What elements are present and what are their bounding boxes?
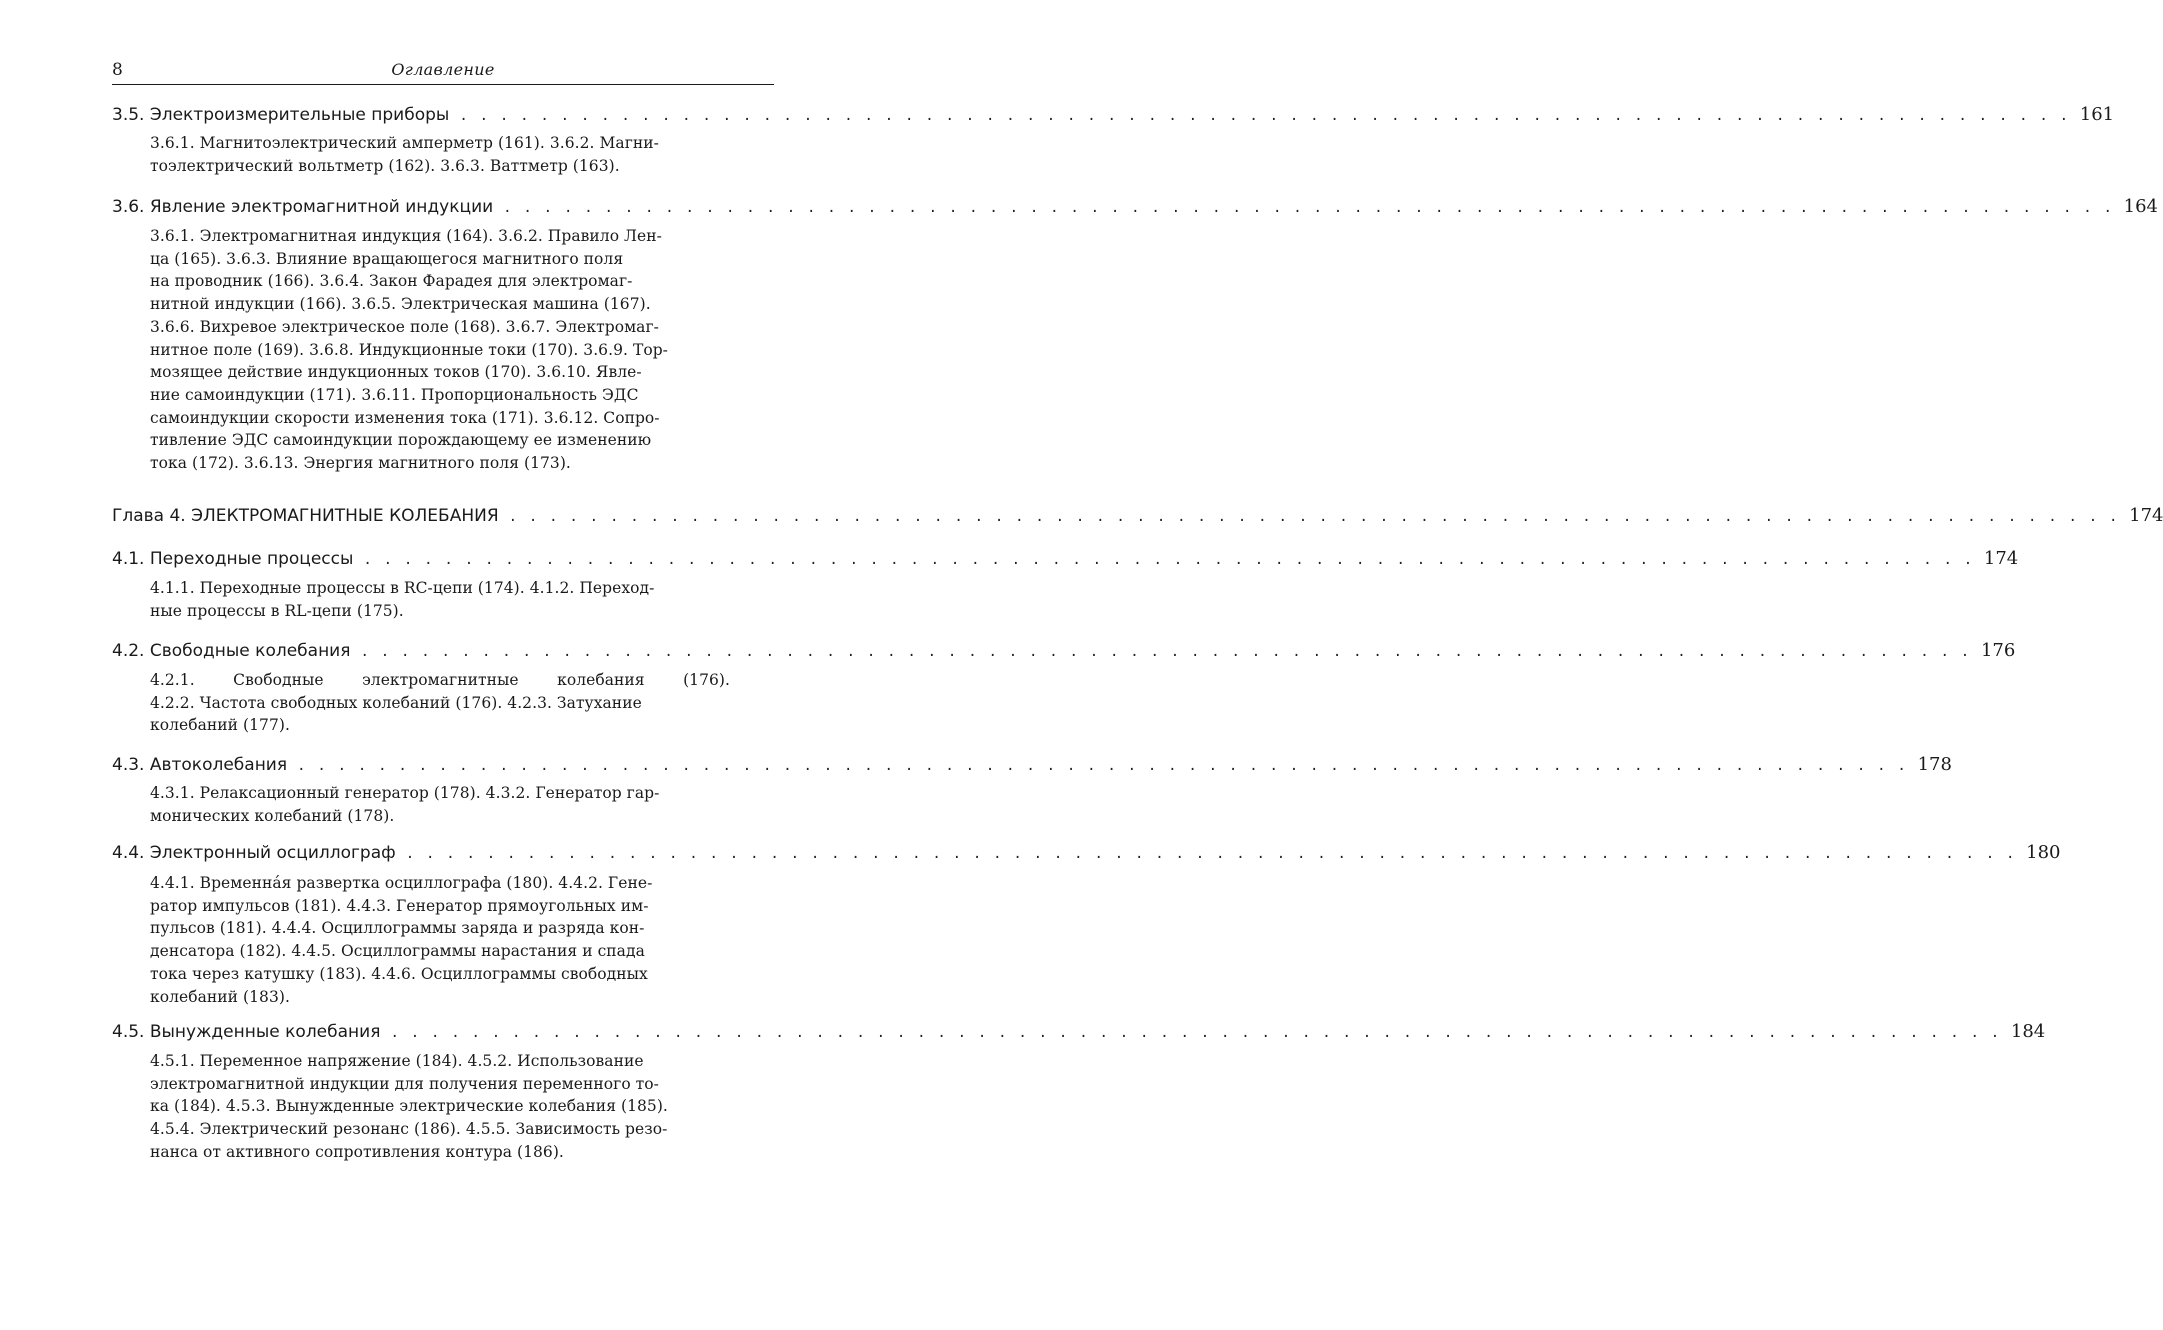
description-line: 3.6.1. Электромагнитная индукция (164). 3.6.2. Правило Лен- bbox=[150, 227, 662, 245]
toc-entry-page: 164 bbox=[2123, 196, 2158, 217]
toc-entry-title: 3.6. Явление электромагнитной индукции bbox=[112, 197, 494, 217]
description-line: ние самоиндукции (171). 3.6.11. Пропорциональность ЭДС bbox=[150, 385, 639, 404]
toc-description-4-1 bbox=[150, 577, 730, 622]
description-line: нитной индукции (166). 3.6.5. Электрическая машина (167). bbox=[150, 295, 651, 314]
description-line: колебаний (183). bbox=[150, 987, 290, 1006]
leader-dots: . . . . . . . . . . . . . . . . . . . . . . . . . . . . . . . . . . . . . . . . . . . . . . . . . . . . . . . . . . . . . . . . . . . . . . . . . . . . . . . . bbox=[405, 846, 2017, 862]
toc-entry-title: 4.5. Вынужденные колебания bbox=[112, 1022, 381, 1042]
toc-description-3-5 bbox=[150, 132, 730, 177]
toc-entry-4-5[interactable] bbox=[112, 1021, 2046, 1047]
leader-dots: . . . . . . . . . . . . . . . . . . . . . . . . . . . . . . . . . . . . . . . . . . . . . . . . . . . . . . . . . . . . . . . . . . . . . . . . . . . . . . . . bbox=[508, 509, 2120, 525]
toc-entry-page: 178 bbox=[1917, 754, 1952, 775]
description-line: колебаний (177). bbox=[150, 716, 290, 735]
description-line: 3.6.6. Вихревое электрическое поле (168). 3.6.7. Электромаг- bbox=[150, 317, 659, 336]
description-line: 4.5.4. Электрический резонанс (186). 4.5.5. Зависимость резо- bbox=[150, 1120, 668, 1139]
description-line: пульсов (181). 4.4.4. Осциллограммы заряда и разряда кон- bbox=[150, 919, 645, 938]
description-line: 4.1.1. Переходные процессы в RC-цепи (174). 4.1.2. Переход- bbox=[150, 579, 655, 597]
description-line: мозящее действие индукционных токов (170). 3.6.10. Явле- bbox=[150, 363, 642, 382]
description-line: 4.4.1. Временна́я развертка осциллографа (180). 4.4.2. Гене- bbox=[150, 874, 653, 892]
description-line: нанса от активного сопротивления контура (186). bbox=[150, 1142, 564, 1161]
description-line: ца (165). 3.6.3. Влияние вращающегося магнитного поля bbox=[150, 249, 624, 268]
description-line: 4.2.1. Свободные электромагнитные колебания (176). bbox=[150, 671, 730, 689]
description-line: самоиндукции скорости изменения тока (171). 3.6.12. Сопро- bbox=[150, 408, 660, 427]
toc-entry-page: 184 bbox=[2010, 1021, 2046, 1042]
toc-description-4-4 bbox=[150, 872, 730, 1008]
description-line: 4.5.1. Переменное напряжение (184). 4.5.2. Использование bbox=[150, 1052, 644, 1070]
page-number: 8 bbox=[112, 60, 123, 80]
toc-entry-4-2[interactable] bbox=[112, 640, 2016, 666]
toc-chapter-title: Глава 4. ЭЛЕКТРОМАГНИТНЫЕ КОЛЕБАНИЯ bbox=[112, 506, 499, 526]
toc-entry-3-6[interactable] bbox=[112, 196, 2158, 222]
toc-description-4-5 bbox=[150, 1050, 730, 1164]
toc-entry-page: 180 bbox=[2026, 842, 2061, 863]
toc-description-4-2 bbox=[150, 669, 730, 737]
leader-dots: . . . . . . . . . . . . . . . . . . . . . . . . . . . . . . . . . . . . . . . . . . . . . . . . . . . . . . . . . . . . . . . . . . . . . . . . . . . . . . . . bbox=[363, 552, 1974, 568]
description-line: тока (172). 3.6.13. Энергия магнитного поля (173). bbox=[150, 454, 571, 473]
description-line: тивление ЭДС самоиндукции порождающему ее изменению bbox=[150, 431, 652, 450]
description-line: 4.2.2. Частота свободных колебаний (176). 4.2.3. Затухание bbox=[150, 693, 642, 712]
running-title: Оглавление bbox=[391, 60, 495, 79]
running-head bbox=[112, 60, 774, 85]
description-line: тока через катушку (183). 4.4.6. Осциллограммы свободных bbox=[150, 964, 648, 983]
toc-chapter-4[interactable] bbox=[112, 505, 2163, 531]
toc-description-3-6 bbox=[150, 225, 730, 475]
toc-entry-title: 4.2. Свободные колебания bbox=[112, 641, 351, 661]
toc-entry-page: 161 bbox=[2079, 104, 2115, 125]
toc-entry-4-1[interactable] bbox=[112, 548, 2019, 574]
toc-entry-title: 4.1. Переходные процессы bbox=[112, 549, 354, 569]
description-line: монических колебаний (178). bbox=[150, 806, 395, 825]
description-line: на проводник (166). 3.6.4. Закон Фарадея для электромаг- bbox=[150, 272, 633, 291]
toc-entry-title: 4.4. Электронный осциллограф bbox=[112, 843, 396, 863]
description-line: ка (184). 4.5.3. Вынужденные электрические колебания (185). bbox=[150, 1097, 668, 1116]
toc-entry-4-3[interactable] bbox=[112, 754, 1952, 780]
leader-dots: . . . . . . . . . . . . . . . . . . . . . . . . . . . . . . . . . . . . . . . . . . . . . . . . . . . . . . . . . . . . . . . . . . . . . . . . . . . . . . . . bbox=[503, 200, 2114, 216]
description-line: ратор импульсов (181). 4.4.3. Генератор прямоугольных им- bbox=[150, 896, 649, 915]
toc-entry-title: 4.3. Автоколебания bbox=[112, 755, 288, 775]
toc-entry-page: 174 bbox=[1983, 548, 2019, 569]
description-line: ные процессы в RL-цепи (175). bbox=[150, 601, 404, 620]
description-line: электромагнитной индукции для получения переменного то- bbox=[150, 1074, 659, 1093]
leader-dots: . . . . . . . . . . . . . . . . . . . . . . . . . . . . . . . . . . . . . . . . . . . . . . . . . . . . . . . . . . . . . . . . . . . . . . . . . . . . . . . . bbox=[390, 1025, 2001, 1041]
toc-chapter-page: 174 bbox=[2129, 505, 2163, 526]
toc-entry-page: 176 bbox=[1980, 640, 2016, 661]
leader-dots: . . . . . . . . . . . . . . . . . . . . . . . . . . . . . . . . . . . . . . . . . . . . . . . . . . . . . . . . . . . . . . . . . . . . . . . . . . . . . . . . bbox=[459, 108, 2070, 124]
leader-dots: . . . . . . . . . . . . . . . . . . . . . . . . . . . . . . . . . . . . . . . . . . . . . . . . . . . . . . . . . . . . . . . . . . . . . . . . . . . . . . . . bbox=[297, 758, 1908, 774]
toc-entry-title: 3.5. Электроизмерительные приборы bbox=[112, 105, 450, 125]
description-line: нитное поле (169). 3.6.8. Индукционные токи (170). 3.6.9. Тор- bbox=[150, 340, 668, 359]
description-line: денсатора (182). 4.4.5. Осциллограммы нарастания и спада bbox=[150, 942, 645, 961]
toc-entry-3-5[interactable] bbox=[112, 104, 2115, 130]
description-line: 3.6.1. Магнитоэлектрический амперметр (161). 3.6.2. Магни- bbox=[150, 134, 659, 152]
leader-dots: . . . . . . . . . . . . . . . . . . . . . . . . . . . . . . . . . . . . . . . . . . . . . . . . . . . . . . . . . . . . . . . . . . . . . . . . . . . . . . . . bbox=[360, 644, 1971, 660]
description-line: тоэлектрический вольтметр (162). 3.6.3. Ваттметр (163). bbox=[150, 156, 620, 175]
toc-description-4-3 bbox=[150, 782, 730, 827]
toc-entry-4-4[interactable] bbox=[112, 842, 2061, 868]
description-line: 4.3.1. Релаксационный генератор (178). 4.3.2. Генератор гар- bbox=[150, 784, 660, 802]
